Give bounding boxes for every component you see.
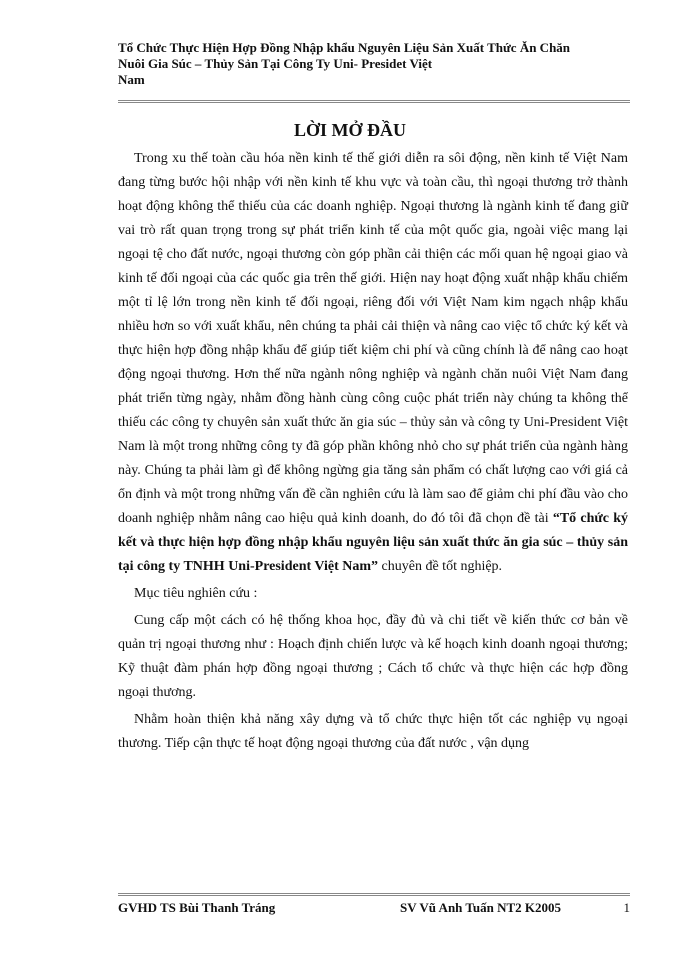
- paragraph-objectives-heading: Mục tiêu nghiên cứu :: [134, 586, 258, 601]
- header-line-3: Nam: [118, 72, 145, 87]
- paragraph-intro: [118, 147, 628, 579]
- header-divider: [118, 100, 630, 103]
- paragraph-objectives-1: Cung cấp một cách có hệ thống khoa học, đầy đủ và chi tiết về kiến thức cơ bản về quản trị ngoại thương như : Hoạch định chiến lược và kế hoạch kinh doanh ngoại thương; Kỹ thuật đàm phán hợp đồng ngoại thương ; Cách tổ chức và thực hiện các hợp đồng ngoại thương.: [118, 613, 628, 700]
- footer-student: SV Vũ Anh Tuấn NT2 K2005: [400, 900, 562, 915]
- document-body: [118, 147, 628, 759]
- running-footer: [118, 899, 630, 917]
- paragraph-objectives-2: Nhằm hoàn thiện khả năng xây dựng và tổ chức thực hiện tốt các nghiệp vụ ngoại thương. Tiếp cận thực tế hoạt động ngoại thương của đất nước , vận dụng: [118, 712, 628, 751]
- footer-divider: [118, 893, 630, 896]
- running-header: [118, 40, 628, 88]
- page-number: 1: [623, 900, 630, 915]
- intro-text-end: chuyên đề tốt nghiệp.: [378, 559, 503, 574]
- section-title: LỜI MỞ ĐẦU: [294, 120, 406, 140]
- header-line-2: Nuôi Gia Súc – Thủy Sản Tại Công Ty Uni- Presidet Việt: [118, 56, 433, 71]
- thesis-topic: “Tổ chức ký kết và thực hiện hợp đồng nhập khẩu nguyên liệu sản xuất thức ăn gia súc – thủy sản tại công ty TNHH Uni-President Việt Nam”: [118, 511, 628, 574]
- header-line-1: Tổ Chức Thực Hiện Hợp Đồng Nhập khẩu Nguyên Liệu Sản Xuất Thức Ăn Chăn: [118, 40, 571, 55]
- intro-text: Trong xu thế toàn cầu hóa nền kinh tế thế giới diễn ra sôi động, nền kinh tế Việt Nam đang từng bước hội nhập với nền kinh tế khu vực và toàn cầu, thì ngoại thương trở thành hoạt động không thể thiếu của các doanh nghiệp. Ngoại thương là ngành kinh tế đang giữ vai trò rất quan trọng trong sự phát triển kinh tế của một quốc gia, ngoài việc mang lại ngoại tệ cho đất nước, ngoại thương còn góp phần cải thiện các mối quan hệ ngoại giao và kinh tế đối ngoại của các quốc gia trên thế giới. Hiện nay hoạt động xuất nhập khẩu chiếm một tỉ lệ lớn trong nền kinh tế đối ngoại, riêng đối với Việt Nam kim ngạch nhập khẩu nhiều hơn so với xuất khẩu, nên chúng ta phải cải thiện và nâng cao việc tổ chức ký kết và thực hiện hợp đồng nhập khẩu để giúp tiết kiệm chi phí và cũng chính là để nâng cao hoạt động ngoại thương. Hơn thế nữa ngành nông nghiệp và ngành chăn nuôi Việt Nam đang phát triển từng ngày, nhằm đồng hành cùng công cuộc phát triển này chúng ta không thể thiếu các công ty chuyên sản xuất thức ăn gia súc – thủy sản và công ty Uni-President Việt Nam là một trong những công ty đã góp phần không nhỏ cho sự phát triển của ngành hàng này. Chúng ta phải làm gì để không ngừng gia tăng sản phẩm có chất lượng cao với giá cả ổn định và một trong những vấn đề cần nghiên cứu là làm sao để giảm chi phí đầu vào cho doanh nghiệp nhằm nâng cao hiệu quả kinh doanh, do đó tôi đã chọn đề tài: [118, 151, 628, 526]
- footer-advisor: GVHD TS Bùi Thanh Tráng: [118, 900, 276, 915]
